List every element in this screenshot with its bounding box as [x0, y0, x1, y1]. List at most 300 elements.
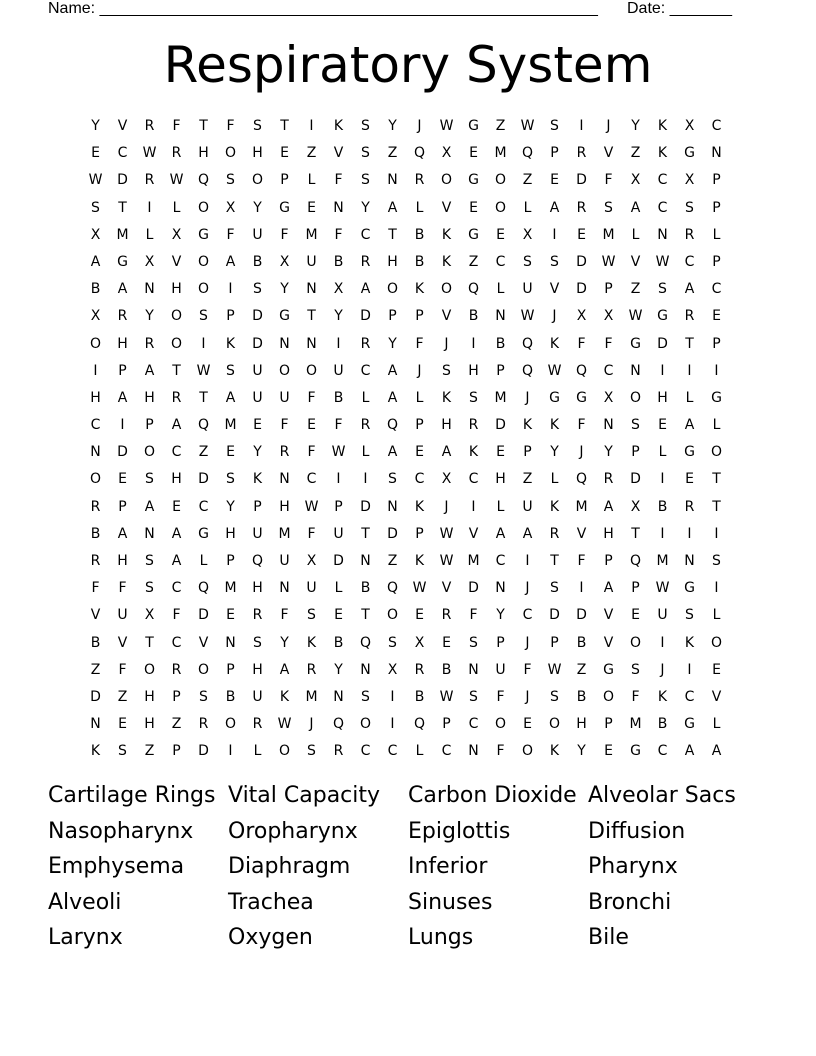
grid-letter: F [523, 661, 532, 678]
grid-letter: F [415, 335, 424, 352]
grid-letter: N [630, 362, 641, 379]
grid-letter: P [145, 417, 154, 434]
grid-letter: Q [575, 362, 588, 379]
grid-letter: P [442, 716, 451, 733]
grid-letter: F [577, 335, 586, 352]
grid-letter: W [169, 172, 184, 189]
grid-letter: B [333, 253, 344, 270]
grid-letter: S [118, 743, 127, 760]
grid-letter: K [549, 498, 560, 515]
grid-letter: Y [577, 743, 586, 760]
grid-letter: O [440, 172, 453, 189]
word-bank-item: Lungs [408, 925, 474, 950]
grid-letter: T [118, 199, 127, 216]
grid-letter: W [547, 661, 562, 678]
grid-letter: R [684, 308, 695, 325]
grid-letter: I [93, 362, 98, 379]
grid-letter: S [361, 145, 370, 162]
grid-letter: O [89, 335, 102, 352]
grid-letter: R [90, 498, 101, 515]
grid-letter: R [171, 661, 182, 678]
grid-letter: I [714, 362, 719, 379]
grid-letter: U [333, 525, 344, 542]
grid-letter: N [387, 498, 398, 515]
grid-letter: C [414, 471, 425, 488]
grid-letter: R [306, 661, 317, 678]
grid-letter: X [279, 253, 290, 270]
grid-letter: H [117, 553, 128, 569]
grid-letter: A [711, 743, 722, 760]
grid-letter: C [117, 145, 128, 162]
grid-letter: S [658, 281, 667, 298]
grid-letter: C [360, 362, 371, 379]
grid-letter: H [657, 389, 668, 406]
grid-letter: N [495, 580, 506, 597]
grid-letter: X [522, 226, 533, 243]
grid-letter: S [226, 172, 235, 189]
word-bank-item: Epiglottis [408, 818, 511, 844]
grid-letter: Q [521, 145, 534, 162]
grid-letter: Q [386, 580, 399, 597]
grid-letter: R [576, 145, 587, 162]
grid-letter: T [550, 553, 559, 569]
grid-letter: U [252, 688, 263, 705]
grid-letter: J [525, 634, 530, 651]
grid-letter: S [550, 118, 559, 134]
grid-letter: I [390, 688, 395, 705]
grid-letter: J [525, 389, 530, 406]
word-bank-item: Cartilage Rings [48, 783, 216, 808]
grid-letter: N [603, 417, 614, 434]
grid-letter: F [604, 335, 613, 352]
grid-letter: L [658, 444, 667, 461]
grid-letter: T [199, 389, 208, 406]
grid-letter: E [253, 417, 262, 434]
grid-letter: F [469, 607, 478, 624]
grid-letter: A [603, 580, 614, 597]
grid-letter: P [280, 172, 289, 189]
grid-letter: F [307, 389, 316, 406]
grid-letter: C [684, 253, 695, 270]
grid-letter: I [579, 580, 584, 597]
grid-letter: I [714, 525, 719, 542]
grid-letter: Q [332, 716, 345, 733]
grid-letter: X [144, 607, 155, 624]
grid-letter: X [90, 226, 101, 243]
grid-letter: L [685, 389, 694, 406]
word-bank-item: Oropharynx [228, 818, 358, 844]
grid-letter: I [471, 335, 476, 352]
grid-letter: G [198, 226, 209, 243]
grid-letter: D [360, 308, 371, 325]
grid-letter: P [712, 199, 721, 216]
grid-letter: H [252, 145, 263, 162]
grid-letter: G [117, 253, 128, 270]
grid-letter: S [145, 471, 154, 488]
grid-letter: A [603, 498, 614, 515]
grid-letter: Z [387, 145, 398, 162]
grid-letter: G [711, 389, 722, 406]
grid-letter: P [415, 308, 424, 325]
grid-letter: O [143, 661, 156, 678]
grid-letter: K [333, 118, 344, 134]
word-bank-item: Pharynx [588, 854, 678, 879]
grid-letter: J [579, 444, 584, 461]
grid-letter: W [547, 362, 562, 379]
grid-letter: N [90, 444, 101, 461]
grid-letter: A [387, 444, 398, 461]
grid-letter: X [171, 226, 182, 243]
grid-letter: I [336, 471, 341, 488]
grid-letter: N [360, 661, 371, 678]
grid-letter: V [441, 199, 452, 216]
grid-letter: E [685, 471, 694, 488]
grid-letter: M [575, 498, 588, 515]
grid-letter: I [687, 661, 692, 678]
grid-letter: L [307, 172, 316, 189]
word-bank-item: Bronchi [588, 889, 672, 915]
grid-letter: D [198, 471, 209, 488]
grid-letter: I [228, 281, 233, 298]
grid-letter: K [414, 281, 425, 298]
grid-letter: E [469, 199, 478, 216]
grid-letter: E [226, 607, 235, 624]
grid-letter: T [307, 308, 316, 325]
grid-letter: E [550, 172, 559, 189]
grid-letter: L [253, 743, 262, 760]
grid-letter: P [118, 362, 127, 379]
grid-letter: Z [495, 118, 506, 134]
word-bank-item: Diaphragm [228, 854, 351, 879]
grid-letter: S [199, 688, 208, 705]
grid-letter: P [631, 444, 640, 461]
grid-letter: A [387, 199, 398, 216]
grid-letter: S [361, 118, 370, 134]
grid-letter: H [171, 471, 182, 488]
grid-letter: W [331, 444, 346, 461]
grid-letter: K [414, 553, 425, 569]
grid-letter: P [172, 743, 181, 760]
grid-letter: U [252, 389, 263, 406]
grid-letter: X [333, 281, 344, 298]
grid-letter: S [550, 253, 559, 270]
grid-letter: I [390, 716, 395, 733]
grid-letter: M [116, 226, 129, 243]
grid-letter: H [117, 335, 128, 352]
grid-letter: B [90, 634, 101, 651]
grid-letter: O [170, 335, 183, 352]
grid-letter: O [521, 743, 534, 760]
grid-letter: C [171, 580, 182, 597]
grid-letter: S [604, 199, 613, 216]
grid-letter: S [307, 607, 316, 624]
grid-letter: I [228, 743, 233, 760]
grid-letter: P [631, 580, 640, 597]
grid-letter: R [360, 253, 371, 270]
grid-letter: Y [280, 281, 289, 298]
grid-letter: W [277, 716, 292, 733]
grid-letter: A [549, 199, 560, 216]
grid-letter: V [603, 634, 614, 651]
grid-letter: Z [306, 145, 317, 162]
grid-letter: K [279, 688, 290, 705]
grid-letter: F [334, 172, 343, 189]
grid-letter: N [279, 471, 290, 488]
grid-letter: A [630, 199, 641, 216]
grid-letter: A [684, 743, 695, 760]
grid-letter: Z [522, 471, 533, 488]
grid-letter: E [307, 417, 316, 434]
grid-letter: V [603, 145, 614, 162]
grid-letter: T [199, 118, 208, 134]
grid-letter: X [684, 118, 695, 134]
grid-letter: O [251, 172, 264, 189]
grid-letter: Q [251, 553, 264, 569]
grid-letter: V [441, 580, 452, 597]
grid-letter: M [494, 145, 507, 162]
grid-letter: T [361, 607, 370, 624]
grid-letter: Q [413, 145, 426, 162]
grid-letter: V [117, 634, 128, 651]
grid-letter: I [147, 199, 152, 216]
grid-letter: I [660, 471, 665, 488]
grid-letter: C [468, 471, 479, 488]
date-field-label[interactable]: Date: _______ [627, 0, 732, 17]
grid-letter: P [226, 661, 235, 678]
grid-letter: J [444, 498, 449, 515]
word-bank-item: Emphysema [48, 854, 185, 879]
grid-letter: R [684, 226, 695, 243]
grid-letter: K [549, 417, 560, 434]
letter-grid [82, 113, 730, 766]
grid-letter: Y [91, 118, 100, 134]
grid-letter: S [550, 688, 559, 705]
grid-letter: P [334, 498, 343, 515]
grid-letter: K [441, 389, 452, 406]
grid-letter: S [253, 281, 262, 298]
grid-letter: O [440, 281, 453, 298]
grid-letter: H [468, 362, 479, 379]
grid-letter: S [253, 634, 262, 651]
grid-letter: A [387, 362, 398, 379]
grid-letter: N [387, 172, 398, 189]
grid-letter: S [631, 417, 640, 434]
grid-letter: P [604, 553, 613, 569]
grid-letter: Y [388, 335, 397, 352]
grid-letter: Q [386, 417, 399, 434]
grid-letter: Y [253, 199, 262, 216]
grid-letter: X [630, 498, 641, 515]
grid-letter: Y [280, 634, 289, 651]
grid-letter: B [576, 688, 587, 705]
grid-letter: Y [226, 498, 235, 515]
name-field-label[interactable]: Name: ________________________________________________________ [48, 0, 598, 17]
word-bank-item: Nasopharynx [48, 818, 194, 844]
grid-letter: I [687, 525, 692, 542]
grid-letter: A [117, 281, 128, 298]
grid-letter: Q [197, 172, 210, 189]
grid-letter: M [224, 580, 237, 597]
grid-letter: D [576, 253, 587, 270]
grid-letter: H [198, 145, 209, 162]
grid-letter: U [252, 226, 263, 243]
grid-letter: K [441, 226, 452, 243]
grid-letter: D [576, 281, 587, 298]
grid-letter: B [495, 335, 506, 352]
grid-letter: I [714, 580, 719, 597]
grid-letter: G [684, 716, 695, 733]
grid-letter: D [549, 607, 560, 624]
grid-letter: O [386, 281, 399, 298]
grid-letter: F [577, 553, 586, 569]
grid-letter: F [496, 743, 505, 760]
grid-letter: A [225, 389, 236, 406]
grid-letter: O [170, 308, 183, 325]
grid-letter: C [360, 226, 371, 243]
grid-letter: V [441, 308, 452, 325]
grid-letter: X [603, 308, 614, 325]
grid-letter: X [603, 389, 614, 406]
grid-letter: Z [387, 553, 398, 569]
grid-letter: L [550, 471, 559, 488]
grid-letter: B [414, 688, 425, 705]
grid-letter: C [684, 688, 695, 705]
word-bank-item: Larynx [48, 925, 123, 950]
grid-letter: H [144, 688, 155, 705]
grid-letter: F [91, 580, 100, 597]
grid-letter: O [197, 199, 210, 216]
grid-letter: B [576, 634, 587, 651]
grid-letter: O [710, 634, 723, 651]
grid-letter: E [496, 444, 505, 461]
grid-letter: V [549, 281, 560, 298]
grid-letter: K [657, 688, 668, 705]
grid-letter: R [252, 716, 263, 733]
grid-letter: R [279, 444, 290, 461]
grid-letter: Z [144, 743, 155, 760]
grid-letter: J [417, 362, 422, 379]
grid-letter: P [118, 498, 127, 515]
grid-letter: M [467, 553, 480, 569]
grid-letter: A [225, 253, 236, 270]
grid-letter: S [307, 743, 316, 760]
grid-letter: P [415, 417, 424, 434]
grid-letter: A [144, 362, 155, 379]
grid-letter: K [252, 471, 263, 488]
grid-letter: T [712, 498, 721, 515]
word-bank-item: Trachea [228, 889, 314, 915]
grid-letter: R [90, 553, 101, 569]
grid-letter: J [525, 580, 530, 597]
grid-letter: S [712, 553, 721, 569]
grid-letter: E [307, 199, 316, 216]
grid-letter: U [333, 362, 344, 379]
grid-letter: R [549, 525, 560, 542]
grid-letter: Y [631, 118, 640, 134]
grid-letter: R [117, 308, 128, 325]
grid-letter: R [333, 743, 344, 760]
grid-letter: S [685, 199, 694, 216]
grid-letter: E [334, 607, 343, 624]
grid-letter: C [495, 253, 506, 270]
grid-letter: P [253, 498, 262, 515]
grid-letter: P [226, 553, 235, 569]
grid-letter: D [117, 172, 128, 189]
grid-letter: F [280, 417, 289, 434]
grid-letter: P [226, 308, 235, 325]
grid-letter: N [684, 553, 695, 569]
grid-letter: H [144, 716, 155, 733]
grid-letter: P [712, 335, 721, 352]
grid-letter: B [657, 498, 668, 515]
grid-letter: W [412, 580, 427, 597]
grid-letter: D [198, 607, 209, 624]
grid-letter: Z [522, 172, 533, 189]
grid-letter: P [550, 634, 559, 651]
grid-letter: E [577, 226, 586, 243]
grid-letter: L [145, 226, 154, 243]
grid-letter: H [279, 498, 290, 515]
grid-letter: G [576, 389, 587, 406]
grid-letter: F [280, 226, 289, 243]
grid-letter: N [279, 580, 290, 597]
grid-letter: L [631, 226, 640, 243]
grid-letter: W [439, 553, 454, 569]
grid-letter: M [305, 688, 318, 705]
grid-letter: R [360, 335, 371, 352]
grid-letter: A [387, 389, 398, 406]
grid-letter: G [468, 118, 479, 134]
grid-letter: U [279, 389, 290, 406]
grid-letter: L [415, 389, 424, 406]
grid-letter: X [90, 308, 101, 325]
grid-letter: M [629, 716, 642, 733]
grid-letter: T [712, 471, 721, 488]
grid-letter: X [441, 471, 452, 488]
grid-letter: N [468, 743, 479, 760]
grid-letter: H [252, 661, 263, 678]
grid-letter: O [386, 607, 399, 624]
grid-letter: Q [521, 362, 534, 379]
grid-letter: S [199, 308, 208, 325]
grid-letter: H [225, 525, 236, 542]
grid-letter: M [494, 389, 507, 406]
grid-letter: L [361, 444, 370, 461]
grid-letter: C [657, 743, 668, 760]
grid-letter: V [576, 525, 587, 542]
word-bank-item: Inferior [408, 854, 488, 879]
grid-letter: E [658, 417, 667, 434]
grid-letter: L [523, 199, 532, 216]
grid-letter: S [631, 661, 640, 678]
grid-letter: O [602, 688, 615, 705]
grid-letter: I [309, 118, 314, 134]
grid-letter: X [684, 172, 695, 189]
grid-letter: E [469, 145, 478, 162]
grid-letter: J [525, 688, 530, 705]
grid-letter: S [550, 580, 559, 597]
grid-letter: L [496, 281, 505, 298]
grid-letter: A [171, 417, 182, 434]
grid-letter: U [117, 607, 128, 624]
grid-letter: G [603, 661, 614, 678]
grid-letter: O [710, 444, 723, 461]
grid-letter: Q [197, 580, 210, 597]
grid-letter: B [333, 634, 344, 651]
grid-letter: A [522, 525, 533, 542]
grid-letter: X [306, 553, 317, 569]
grid-letter: D [576, 172, 587, 189]
